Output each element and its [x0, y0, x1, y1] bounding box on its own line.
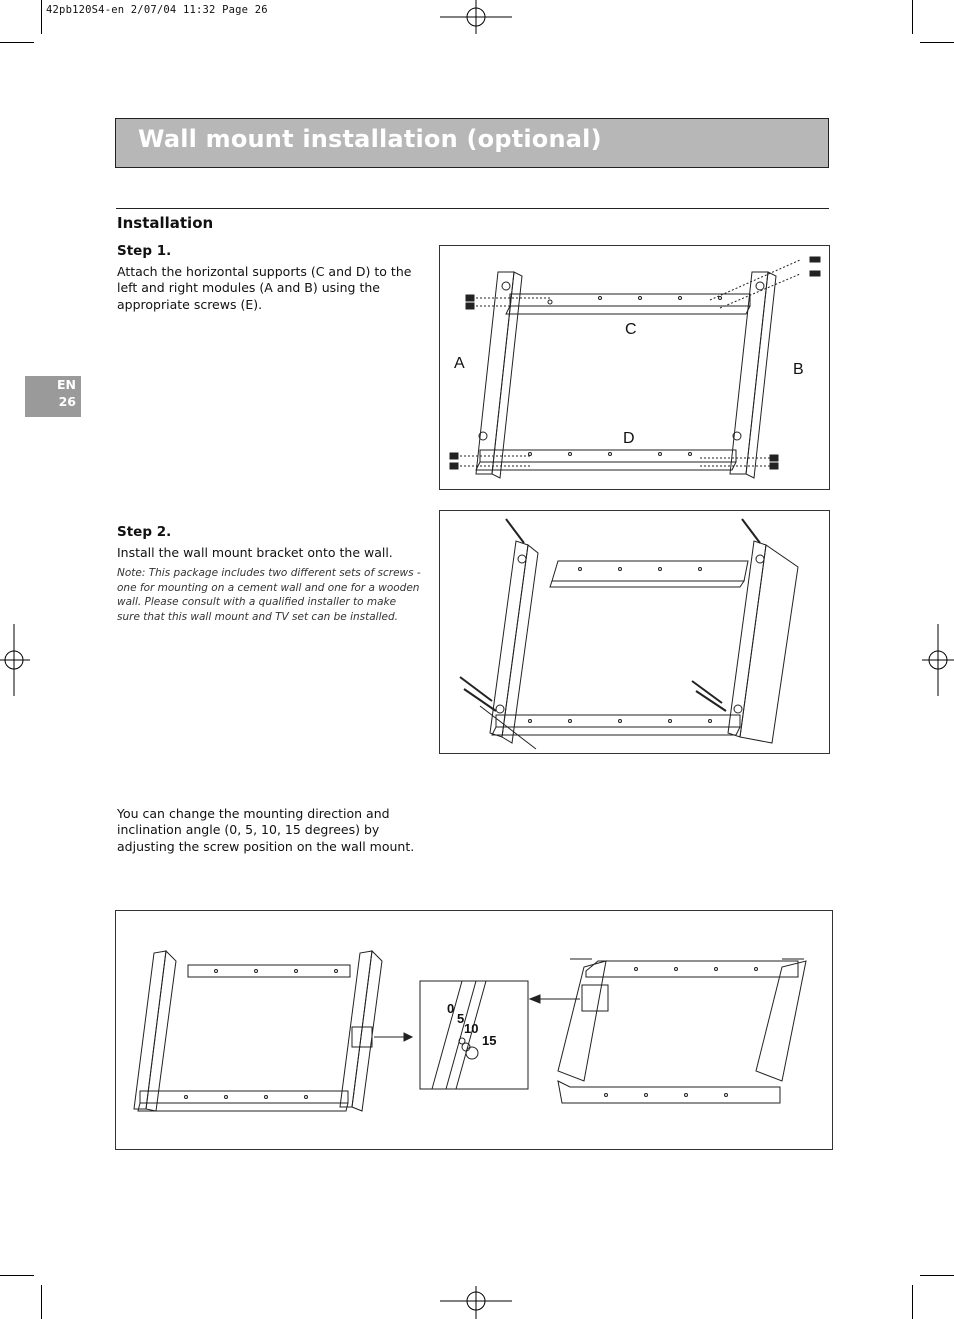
- angle-15: 15: [482, 1033, 497, 1048]
- page-title: Wall mount installation (optional): [138, 125, 602, 153]
- angle-10: 10: [464, 1021, 479, 1036]
- angle-5: 5: [457, 1011, 465, 1026]
- step2-text: Install the wall mount bracket onto the wall.: [117, 545, 393, 560]
- label-d: D: [623, 430, 635, 447]
- registration-mark-bottom: [440, 1286, 512, 1319]
- registration-mark-left: [0, 624, 30, 696]
- frame-assembly-diagram: [440, 246, 829, 489]
- language-page-tab: [25, 376, 81, 417]
- wall-bracket-diagram: [440, 511, 829, 753]
- print-slug: 42pb120S4-en 2/07/04 11:32 Page 26: [46, 4, 268, 16]
- registration-mark-right: [922, 624, 954, 696]
- angle-note: You can change the mounting direction and inclination angle (0, 5, 10, 15 degrees) by adjusting the screw position on the wall mount.: [117, 806, 415, 854]
- angle-0: 0: [447, 1001, 455, 1016]
- step2-heading: Step 2.: [117, 524, 172, 540]
- section-heading: Installation: [117, 214, 214, 232]
- label-a: A: [454, 355, 465, 372]
- label-b: B: [793, 361, 804, 378]
- step1-text: Attach the horizontal supports (C and D) to the left and right modules (A and B) using the appropriate screws (E).: [117, 264, 412, 312]
- step2-figure: [439, 510, 830, 754]
- angle-figure: [115, 910, 833, 1150]
- registration-mark-top: [440, 0, 512, 34]
- step2-note: Note: This package includes two different sets of screws - one for mounting on a cement wall and one for a wooden wall. Please consult with a qualified installer to make sure that this wall mount and TV set can be installed.: [117, 567, 421, 623]
- section-rule: [116, 208, 829, 209]
- step1-figure: [439, 245, 830, 490]
- label-c: C: [625, 321, 637, 338]
- inclination-diagram: [116, 911, 832, 1149]
- page-number: 26: [58, 394, 76, 409]
- page-title-bar: [115, 118, 829, 168]
- step1-heading: Step 1.: [117, 243, 172, 259]
- language-code: EN: [56, 377, 76, 392]
